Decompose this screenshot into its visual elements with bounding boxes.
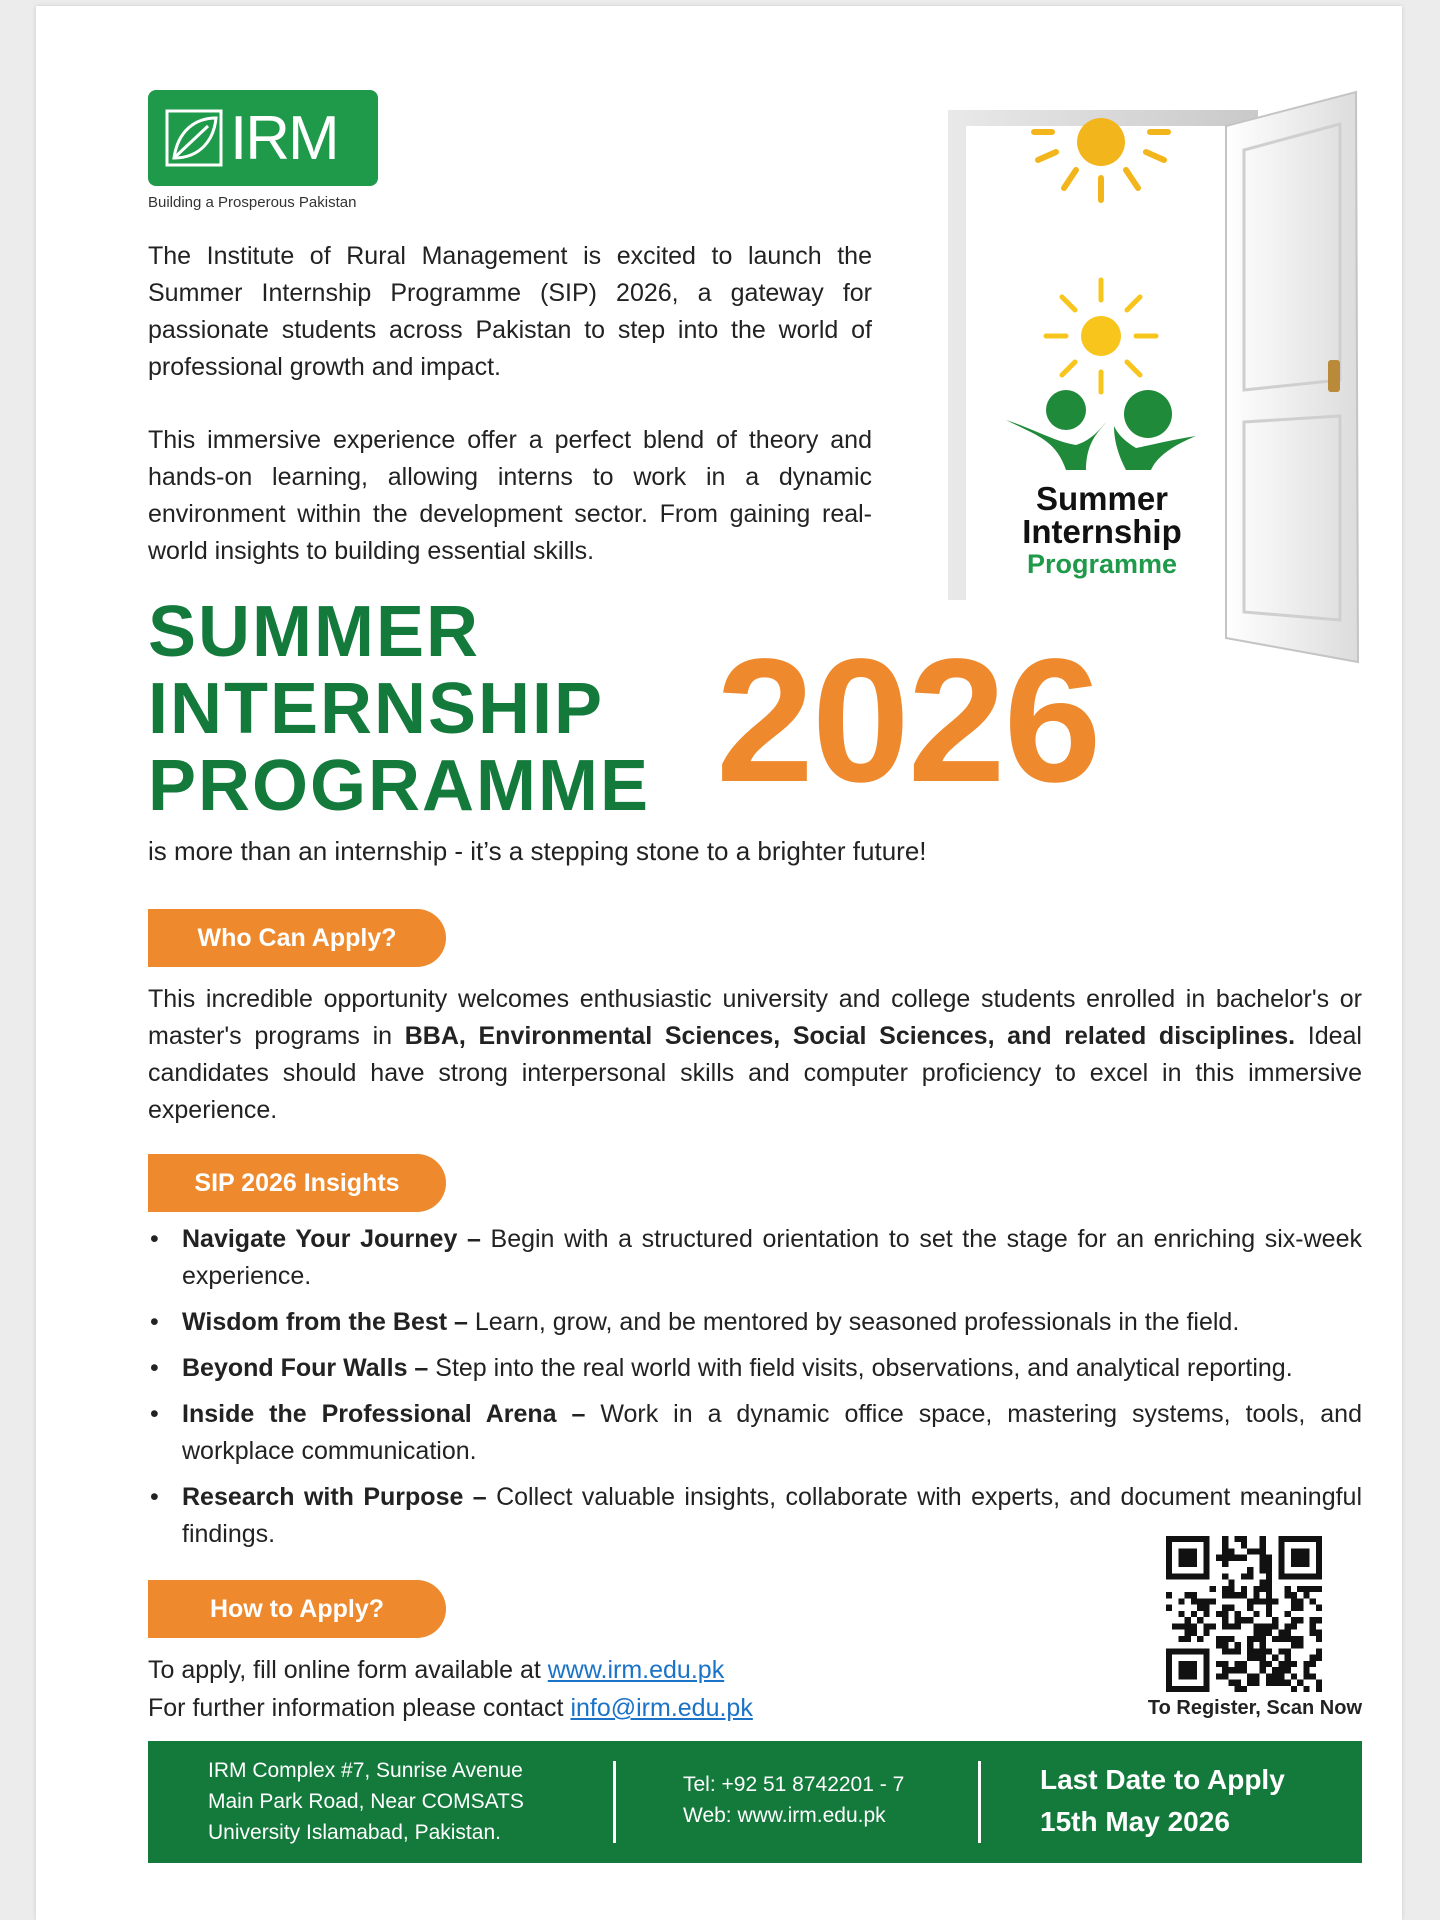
list-item-text: Learn, grow, and be mentored by seasoned professionals in the field.	[467, 1308, 1240, 1336]
who-can-apply-heading: Who Can Apply?	[148, 909, 446, 967]
tagline-subline: is more than an internship - it’s a stepping stone to a brighter future!	[148, 836, 927, 866]
list-item-title: Navigate Your Journey –	[182, 1225, 481, 1253]
headline-line1: SUMMER	[148, 592, 480, 672]
qr-code-icon[interactable]	[1166, 1536, 1322, 1692]
who-text-2: Ideal candidates should have strong interpersonal skills and computer proficiency to excel in this immersive experience.	[148, 1022, 1362, 1124]
logo-text: IRM	[230, 103, 338, 173]
list-item-text: Collect valuable insights, collaborate with experts, and document meaningful findings.	[182, 1483, 1363, 1548]
list-item	[148, 1396, 1362, 1470]
apply-line2: For further information please contact	[148, 1694, 571, 1722]
footer-address	[208, 1755, 524, 1848]
leaf-icon	[164, 108, 224, 168]
footer-deadline	[1040, 1759, 1285, 1843]
website-link[interactable]: www.irm.edu.pk	[547, 1656, 725, 1684]
footer-phone: Tel: +92 51 8742201 - 7	[683, 1773, 905, 1796]
headline	[148, 594, 650, 825]
headline-line2: INTERNSHIP	[148, 669, 605, 749]
deadline-label: Last Date to Apply	[1040, 1764, 1285, 1795]
sip-badge-line2: Internship	[1022, 513, 1182, 550]
footer-web: Web: www.irm.edu.pk	[683, 1804, 886, 1827]
list-item-title: Beyond Four Walls –	[182, 1354, 429, 1382]
open-door-illustration	[936, 90, 1366, 670]
list-item-text: Work in a dynamic office space, mastering systems, tools, and workplace communication.	[182, 1400, 1362, 1465]
who-text-bold: BBA, Environmental Sciences, Social Sciences, and related disciplines.	[404, 1022, 1296, 1050]
list-item-title: Wisdom from the Best –	[182, 1308, 468, 1336]
sip-logo-sun-icon	[1046, 280, 1156, 392]
list-item-text: Begin with a structured orientation to set the stage for an enriching six-week experience.	[182, 1225, 1362, 1290]
footer-bar	[148, 1741, 1362, 1863]
deadline-date: 15th May 2026	[1040, 1806, 1230, 1837]
intro-paragraph-2: This immersive experience offer a perfect blend of theory and hands-on learning, allowing interns to work in a dynamic environment within the development sector. From gaining real-world insights to building essential skills.	[148, 426, 872, 565]
email-link[interactable]: info@irm.edu.pk	[570, 1694, 753, 1722]
insights-heading: SIP 2026 Insights	[148, 1154, 446, 1212]
how-to-apply-text	[148, 1651, 753, 1727]
how-to-apply-heading: How to Apply?	[148, 1580, 446, 1638]
headline-line3: PROGRAMME	[148, 746, 650, 826]
list-item	[148, 1221, 1362, 1295]
qr-caption: To Register, Scan Now	[1147, 1697, 1362, 1719]
footer-divider	[613, 1761, 616, 1843]
insights-list	[148, 1221, 1362, 1562]
intro-paragraph-1: The Institute of Rural Management is excited to launch the Summer Internship Programme (SIP) 2026, a gateway for passionate students across Pakistan to step into the world of professional growth and impact.	[148, 242, 872, 381]
footer-divider	[978, 1761, 981, 1843]
sip-badge-line1: Summer	[1035, 480, 1169, 517]
address-line: Main Park Road, Near COMSATS	[208, 1790, 524, 1813]
poster-page	[36, 6, 1402, 1920]
who-can-apply-text	[148, 981, 1362, 1129]
footer-contact	[683, 1769, 904, 1831]
logo-tagline: Building a Prosperous Pakistan	[148, 194, 357, 211]
list-item	[148, 1304, 1362, 1341]
list-item-title: Inside the Professional Arena –	[182, 1400, 586, 1428]
list-item-title: Research with Purpose –	[182, 1483, 487, 1511]
sip-badge	[996, 482, 1208, 581]
address-line: IRM Complex #7, Sunrise Avenue	[208, 1759, 523, 1782]
irm-logo	[148, 90, 378, 186]
apply-line1: To apply, fill online form available at	[148, 1656, 548, 1684]
headline-year: 2026	[716, 623, 1100, 819]
address-line: University Islamabad, Pakistan.	[208, 1821, 501, 1844]
who-text-1: This incredible opportunity welcomes enthusiastic university and college students enrolled in bachelor's or master's programs in	[148, 985, 1362, 1050]
sip-badge-line3: Programme	[1026, 549, 1178, 579]
list-item-text: Step into the real world with field visits, observations, and analytical reporting.	[428, 1354, 1293, 1382]
list-item	[148, 1350, 1362, 1387]
